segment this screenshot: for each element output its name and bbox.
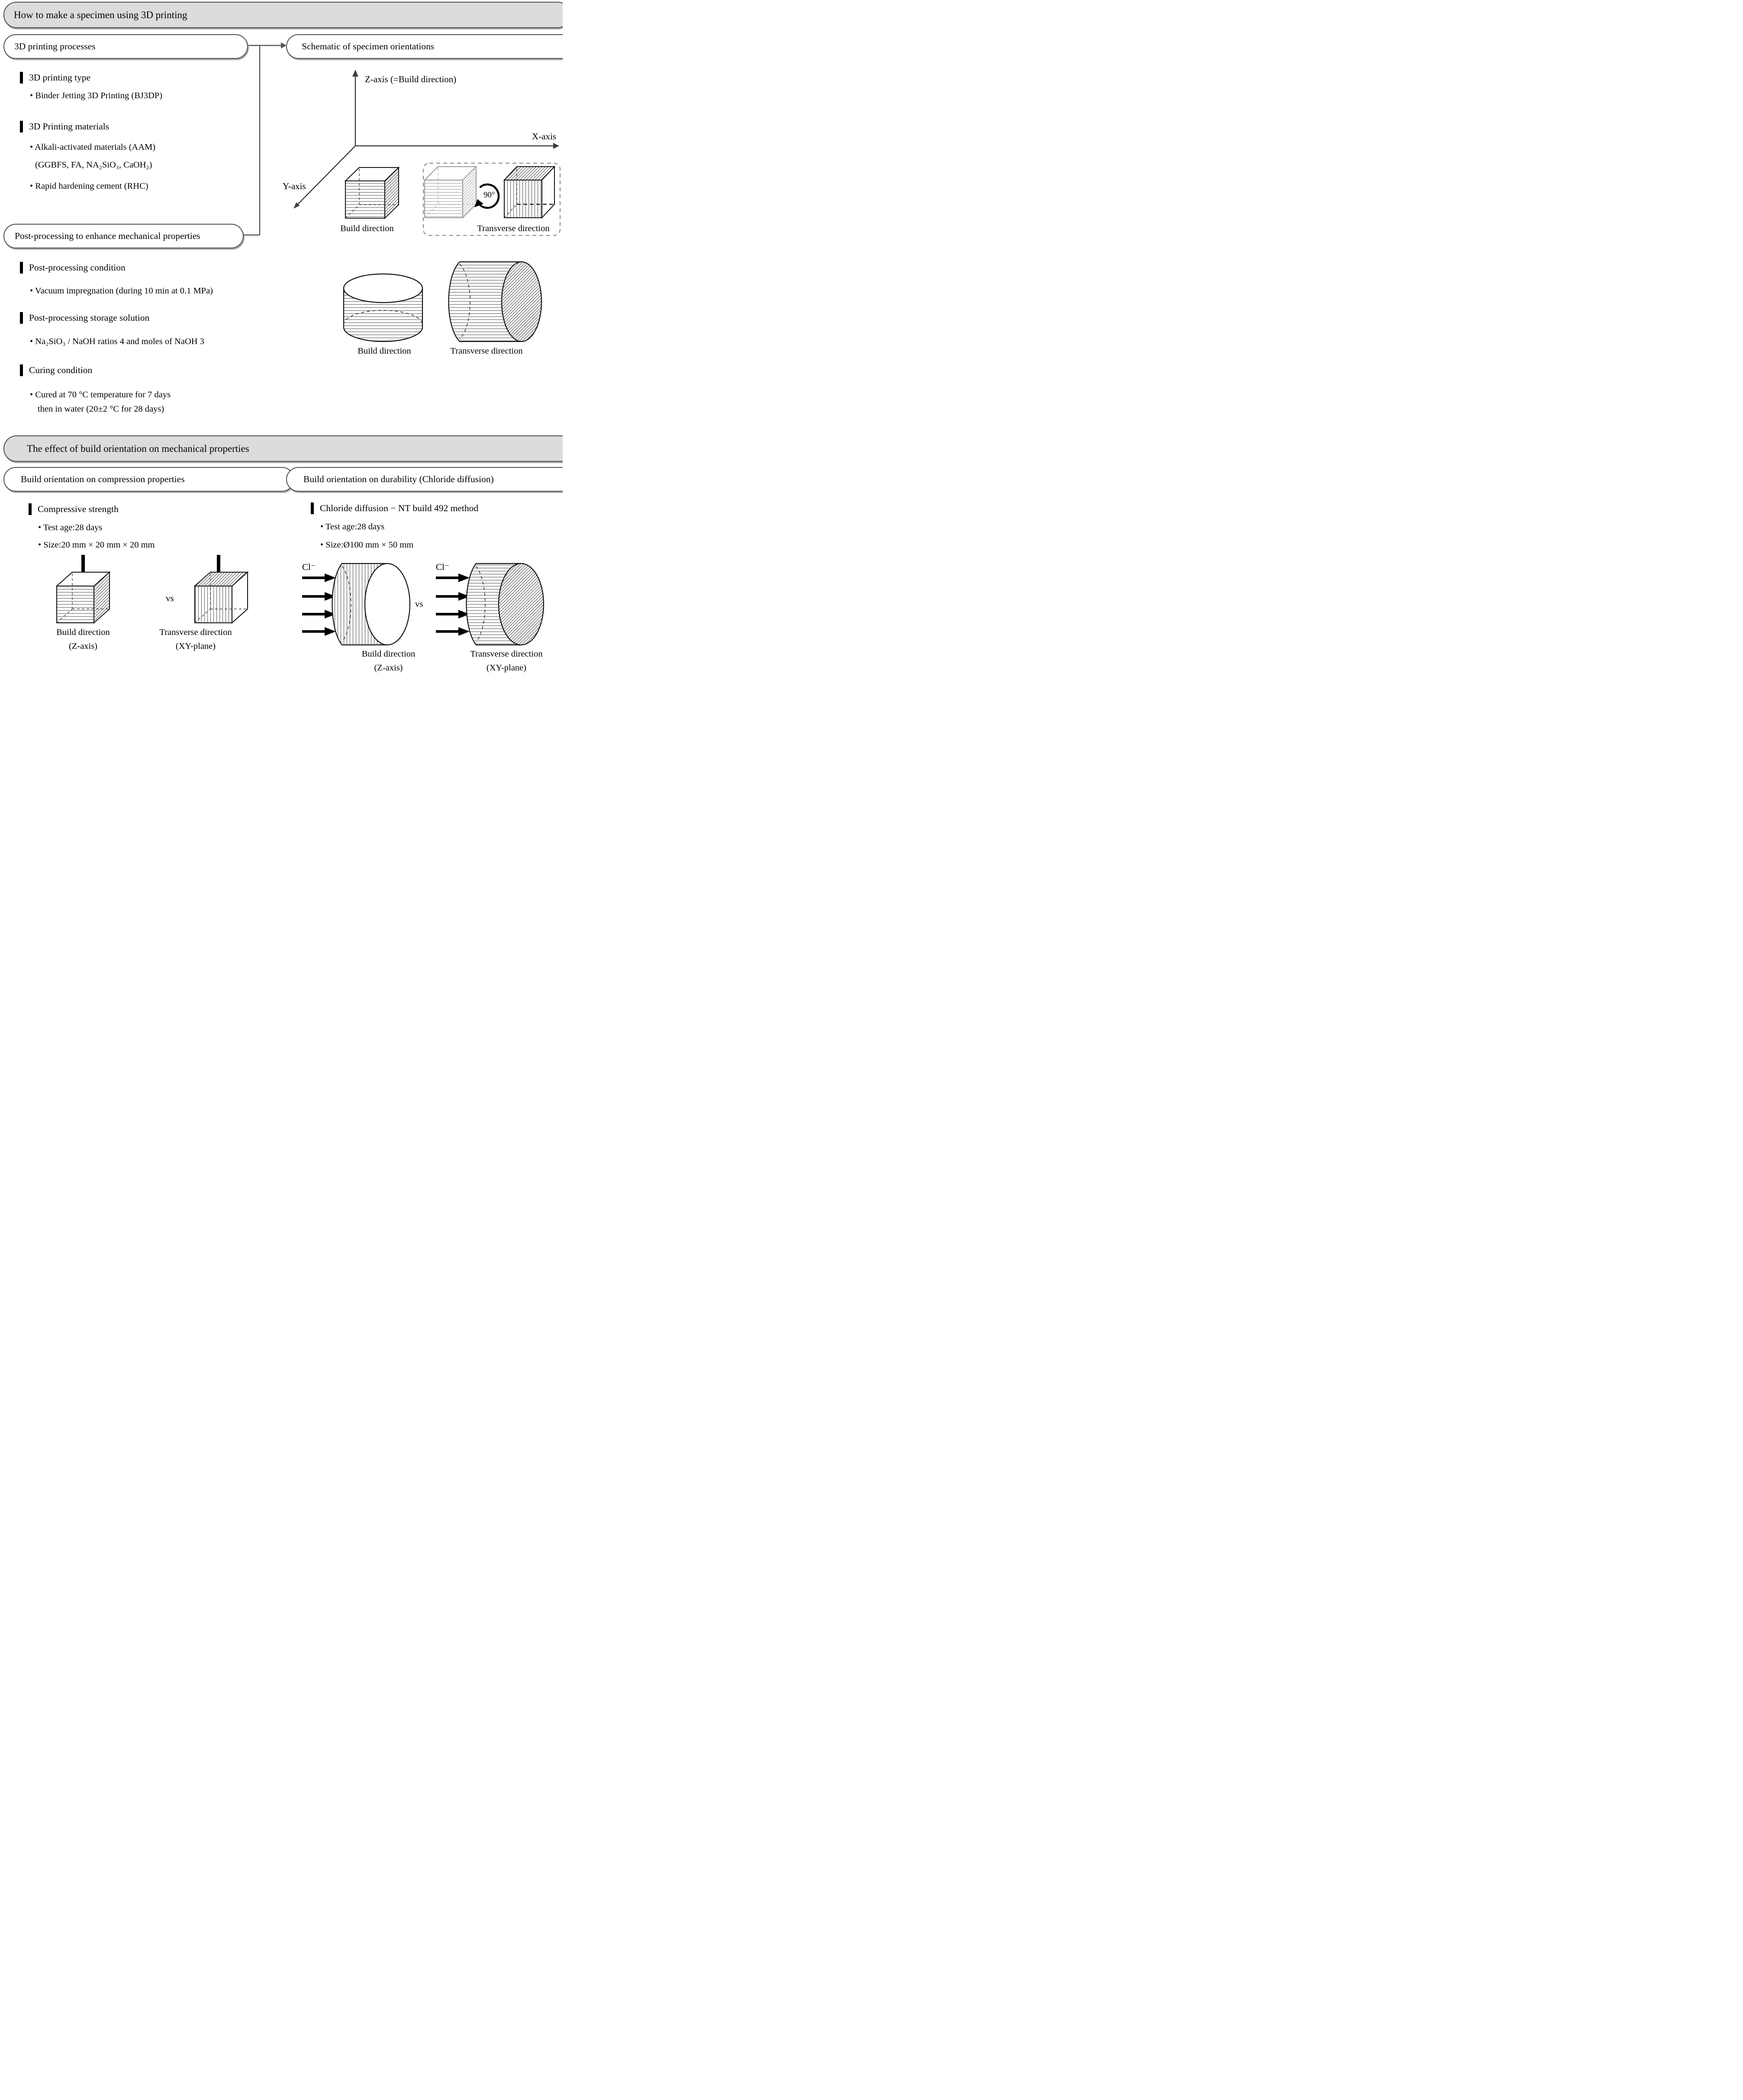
infographic-canvas: [0, 0, 563, 678]
section-marker: [20, 312, 23, 324]
post-storage-item: • Na₂SiO₃ / NaOH ratios 4 and moles of NaOH 3: [30, 337, 204, 346]
chloride-build-cylinder: [332, 564, 410, 645]
durability-transverse-sublabel: (XY-plane): [486, 663, 527, 673]
durability-build-sublabel: (Z-axis): [374, 663, 403, 673]
chloride-ion-label-right: Cl⁻: [436, 562, 449, 572]
schematic-transverse-cube: [504, 167, 554, 218]
chloride-arrow-icon: [302, 610, 336, 618]
durability-build-label: Build direction: [361, 649, 416, 659]
section-marker: [311, 502, 314, 514]
durability-transverse-label: Transverse direction: [470, 649, 543, 659]
chloride-arrow-icon: [436, 610, 470, 618]
chloride-diffusion-heading: [311, 502, 478, 514]
box-3d-printing-processes: [3, 34, 248, 59]
banner-effect-orientation-label: The effect of build orientation on mechanical properties: [27, 443, 249, 454]
compression-size-item: • Size:20 mm × 20 mm × 20 mm: [38, 540, 155, 550]
flow-connector: [232, 42, 287, 235]
box-durability-chloride-label: Build orientation on durability (Chloride diffusion): [303, 474, 494, 484]
durability-size-item: • Size:Ø100 mm × 50 mm: [320, 540, 414, 550]
compression-build-sublabel: (Z-axis): [68, 641, 98, 651]
post-condition-heading-label: Post-processing condition: [29, 262, 126, 273]
banner-how-to-make: [3, 2, 563, 28]
section-marker: [20, 121, 23, 132]
chloride-arrow-icon: [302, 592, 336, 601]
compression-transverse-cube: [195, 572, 248, 623]
box-schematic-orientations-label: Schematic of specimen orientations: [302, 41, 435, 52]
post-storage-heading: [20, 312, 149, 324]
printing-materials-heading: [20, 121, 109, 132]
banner-how-to-make-label: How to make a specimen using 3D printing: [14, 9, 187, 20]
printing-materials-item2: • Rapid hardening cement (RHC): [30, 181, 148, 191]
chloride-arrow-icon: [302, 627, 336, 636]
compression-transverse-label: Transverse direction: [159, 628, 232, 637]
compression-transverse-sublabel: (XY-plane): [175, 641, 216, 651]
compressive-strength-heading-label: Compressive strength: [38, 504, 119, 515]
cylinder-build-direction-label: Build direction: [358, 346, 411, 356]
box-compression-properties: [3, 467, 294, 492]
chloride-arrow-icon: [436, 573, 470, 582]
build-cylinder: [344, 274, 422, 341]
compression-build-label: Build direction: [56, 628, 110, 637]
compression-vs-label: vs: [166, 593, 174, 603]
curing-heading-label: Curing condition: [29, 365, 93, 376]
durability-test-age-item: • Test age:28 days: [320, 522, 385, 531]
printing-materials-heading-label: 3D Printing materials: [29, 121, 110, 132]
chloride-arrow-icon: [436, 627, 470, 636]
compressive-strength-heading: [29, 503, 119, 515]
transverse-cylinder: [449, 262, 542, 341]
x-axis-label: X-axis: [532, 131, 556, 142]
post-condition-heading: [20, 262, 126, 274]
section-marker: [29, 503, 32, 515]
rotation-angle-label: 90°: [483, 190, 495, 200]
printing-materials-item1: • Alkali-activated materials (AAM): [30, 142, 156, 152]
z-axis-arrow-icon: [352, 70, 358, 77]
post-condition-item: • Vacuum impregnation (during 10 min at 0.1 MPa): [30, 286, 213, 296]
curing-heading: [20, 364, 92, 376]
schematic-gray-cube: [425, 167, 476, 218]
box-3d-printing-processes-label: 3D printing processes: [14, 41, 96, 52]
durability-vs-label: vs: [415, 599, 423, 609]
chloride-arrow-icon: [302, 573, 336, 582]
box-schematic-orientations: [286, 34, 563, 59]
printing-materials-item1-cont: (GGBFS, FA, NA₂SiO₃, CaOH₂): [35, 160, 152, 170]
box-post-processing-label: Post-processing to enhance mechanical properties: [15, 231, 200, 241]
section-marker: [20, 72, 23, 84]
schematic-build-cube: [345, 167, 399, 218]
box-durability-chloride: [286, 467, 563, 492]
cube-build-direction-label: Build direction: [340, 224, 394, 233]
cube-transverse-direction-label: Transverse direction: [477, 224, 550, 233]
compression-build-cube: [57, 572, 110, 623]
printing-type-heading: [20, 72, 90, 84]
z-axis-label: Z-axis (=Build direction): [365, 74, 457, 84]
curing-item-cont: then in water (20±2 °C for 28 days): [38, 404, 164, 414]
chloride-arrows-left: [302, 573, 336, 636]
printing-type-heading-label: 3D printing type: [29, 72, 91, 83]
chloride-ion-label-left: Cl⁻: [302, 562, 316, 572]
chloride-diffusion-heading-label: Chloride diffusion − NT build 492 method: [320, 503, 479, 514]
cylinder-transverse-direction-label: Transverse direction: [450, 346, 523, 356]
post-storage-heading-label: Post-processing storage solution: [29, 312, 150, 323]
printing-type-item: • Binder Jetting 3D Printing (BJ3DP): [30, 91, 163, 100]
y-axis-label: Y-axis: [283, 181, 306, 191]
chloride-arrows-right: [436, 573, 470, 636]
box-post-processing: [3, 224, 244, 248]
section-marker: [20, 262, 23, 274]
curing-item: • Cured at 70 °C temperature for 7 days: [30, 390, 171, 399]
box-compression-properties-label: Build orientation on compression properties: [21, 474, 185, 484]
compression-test-age-item: • Test age:28 days: [38, 523, 103, 532]
x-axis-arrow-icon: [553, 143, 559, 149]
chloride-arrow-icon: [436, 592, 470, 601]
chloride-transverse-cylinder: [467, 564, 544, 645]
banner-effect-orientation: [3, 435, 563, 462]
section-marker: [20, 364, 23, 376]
